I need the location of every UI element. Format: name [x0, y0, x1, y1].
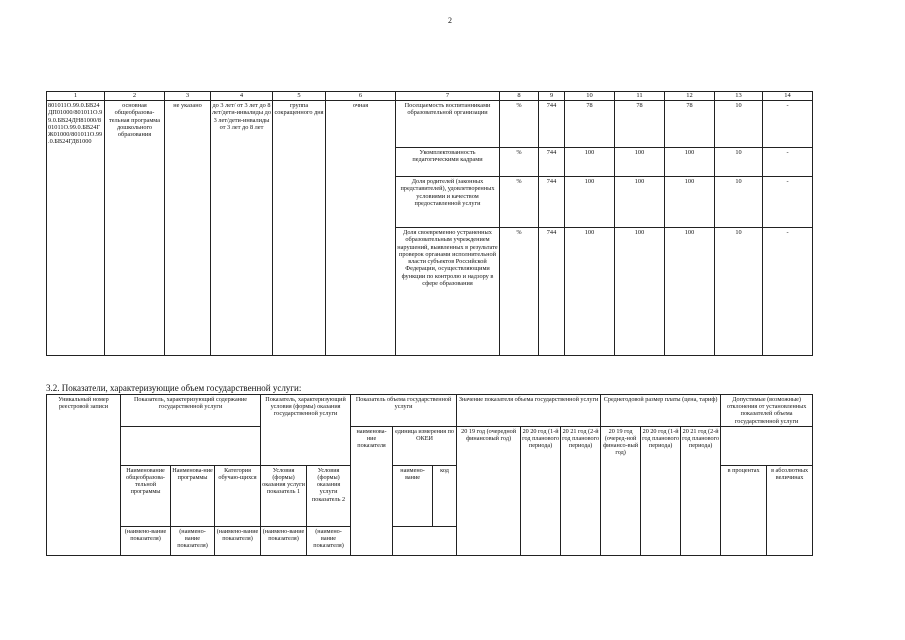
unique-number-header: Уникальный номер реестровой записи [47, 395, 121, 556]
content-header: Показатель, характеризующий содержание государственной услуги [121, 395, 261, 427]
indicator-name: Посещаемость воспитанниками образовательной организации [396, 101, 500, 148]
volume-header: Показатель объема государственной услуги [351, 395, 457, 427]
price-2021-header: 20 21 год (2-й год планового периода) [681, 426, 721, 555]
indicator-name: Укомплектованность педагогическими кадрами [396, 148, 500, 177]
condition-1-header: Условия (формы) оказания услуги показатель 1 [261, 465, 307, 526]
okei-code: 744 [539, 228, 565, 356]
value-2021: 78 [665, 101, 715, 148]
unit-name-header: наимено-вание [393, 465, 433, 526]
program-type: не указано [165, 101, 211, 356]
registry-code: 801011О.99.0.БВ24ДП01000/801011О.99.0.БВ24ДН81000/801011О.99.0.БВ24ГЖ01000/801011О.99.0.БВ24ГД81000 [47, 101, 105, 356]
indicator-name-label: (наимено-вание показателя) [307, 526, 351, 555]
col-header: 7 [396, 92, 500, 101]
value-2019: 100 [565, 148, 615, 177]
value-2019: 100 [565, 228, 615, 356]
indicator-name-label: (наимено-вание показателя) [121, 526, 171, 555]
indicator-name-label: (наимено-вание показателя) [215, 526, 261, 555]
deviation-header: Допустимые (возможные) отклонения от установленных показателей объема государственной услуги [721, 395, 813, 427]
indicator-name-label: (наимено-вание показателя) [261, 526, 307, 555]
category-header: Категория обучаю-щихся [215, 465, 261, 526]
col-header: 11 [615, 92, 665, 101]
percent-header: в процентах [721, 465, 767, 555]
col-header: 10 [565, 92, 615, 101]
volume-unit-header: единица измерения по ОКЕИ [393, 426, 457, 465]
col-header: 12 [665, 92, 715, 101]
value-2020: 100 [615, 177, 665, 228]
value-2021: 100 [665, 228, 715, 356]
condition-2-header: Условия (формы) оказания услуги показатель 2 [307, 465, 351, 526]
price-header: Среднегодовой размер платы (цена, тариф) [601, 395, 721, 427]
page-number: 2 [448, 16, 452, 25]
header-row [47, 426, 813, 465]
col-header: 6 [326, 92, 396, 101]
volume-name-header: наименова-ние показателя [351, 426, 393, 555]
year-2019-header: 20 19 год (очередной финансовый год) [457, 426, 521, 555]
col-header: 8 [500, 92, 539, 101]
value-header: Значение показателя объема государственной услуги [457, 395, 601, 427]
deviation-percent: 10 [715, 148, 763, 177]
value-2021: 100 [665, 177, 715, 228]
unit: % [500, 228, 539, 356]
deviation-percent: 10 [715, 177, 763, 228]
okei-code: 744 [539, 148, 565, 177]
col-header: 1 [47, 92, 105, 101]
col-header: 5 [273, 92, 326, 101]
unit: % [500, 148, 539, 177]
program-name: основная общеобразова-тельная программа дошкольного образования [105, 101, 165, 356]
indicator-name: Доля родителей (законных представителей), удовлетворенных условиями и качеством предоставленной услуги [396, 177, 500, 228]
col-header: 4 [211, 92, 273, 101]
okei-code: 744 [539, 101, 565, 148]
indicator-name-label: (наимено-вание показателя) [171, 526, 215, 555]
unit: % [500, 101, 539, 148]
value-2019: 78 [565, 101, 615, 148]
deviation-absolute: - [763, 177, 813, 228]
value-2021: 100 [665, 148, 715, 177]
student-category: до 3 лет/ от 3 лет до 8 лет/дети-инвалиды до 3 лет/дети-инвалиды от 3 лет до 8 лет [211, 101, 273, 356]
okei-code: 744 [539, 177, 565, 228]
group-type: группа сокращенного дня [273, 101, 326, 356]
value-2020: 100 [615, 228, 665, 356]
section-title: 3.2. Показатели, характеризующие объем государственной услуги: [46, 383, 302, 393]
value-2019: 100 [565, 177, 615, 228]
volume-indicators-table [46, 394, 813, 556]
table-row [47, 101, 813, 148]
deviation-percent: 10 [715, 101, 763, 148]
program-name-header: Наименование общеобразова-тельной программы [121, 465, 171, 526]
program-header: Наименова-ние программы [171, 465, 215, 526]
header-row [47, 395, 813, 427]
indicator-name: Доля своевременно устраненных образовательным учреждением нарушений, выявленных в результате проверок органами исполнительной власти субъектов Российской Федерации, осуществляющими функции по контролю и надзору в сфере образования [396, 228, 500, 356]
col-header: 2 [105, 92, 165, 101]
year-2020-header: 20 20 год (1-й год планового периода) [521, 426, 561, 555]
col-header: 14 [763, 92, 813, 101]
col-header: 9 [539, 92, 565, 101]
price-2019-header: 20 19 год (очеред-ной финансо-вый год) [601, 426, 641, 555]
unit-code-header: код [433, 465, 457, 526]
absolute-header: в абсолютных величинах [767, 465, 813, 555]
study-form: очная [326, 101, 396, 356]
conditions-header: Показатель, характеризующий условия (формы) оказания государственной услуги [261, 395, 351, 466]
header-row [47, 92, 813, 101]
deviation-absolute: - [763, 101, 813, 148]
year-2021-header: 20 21 год (2-й год планового периода) [561, 426, 601, 555]
value-2020: 100 [615, 148, 665, 177]
col-header: 13 [715, 92, 763, 101]
quality-indicators-table [46, 91, 813, 356]
price-2020-header: 20 20 год (1-й год планового периода) [641, 426, 681, 555]
unit: % [500, 177, 539, 228]
col-header: 3 [165, 92, 211, 101]
value-2020: 78 [615, 101, 665, 148]
deviation-percent: 10 [715, 228, 763, 356]
deviation-absolute: - [763, 148, 813, 177]
deviation-absolute: - [763, 228, 813, 356]
